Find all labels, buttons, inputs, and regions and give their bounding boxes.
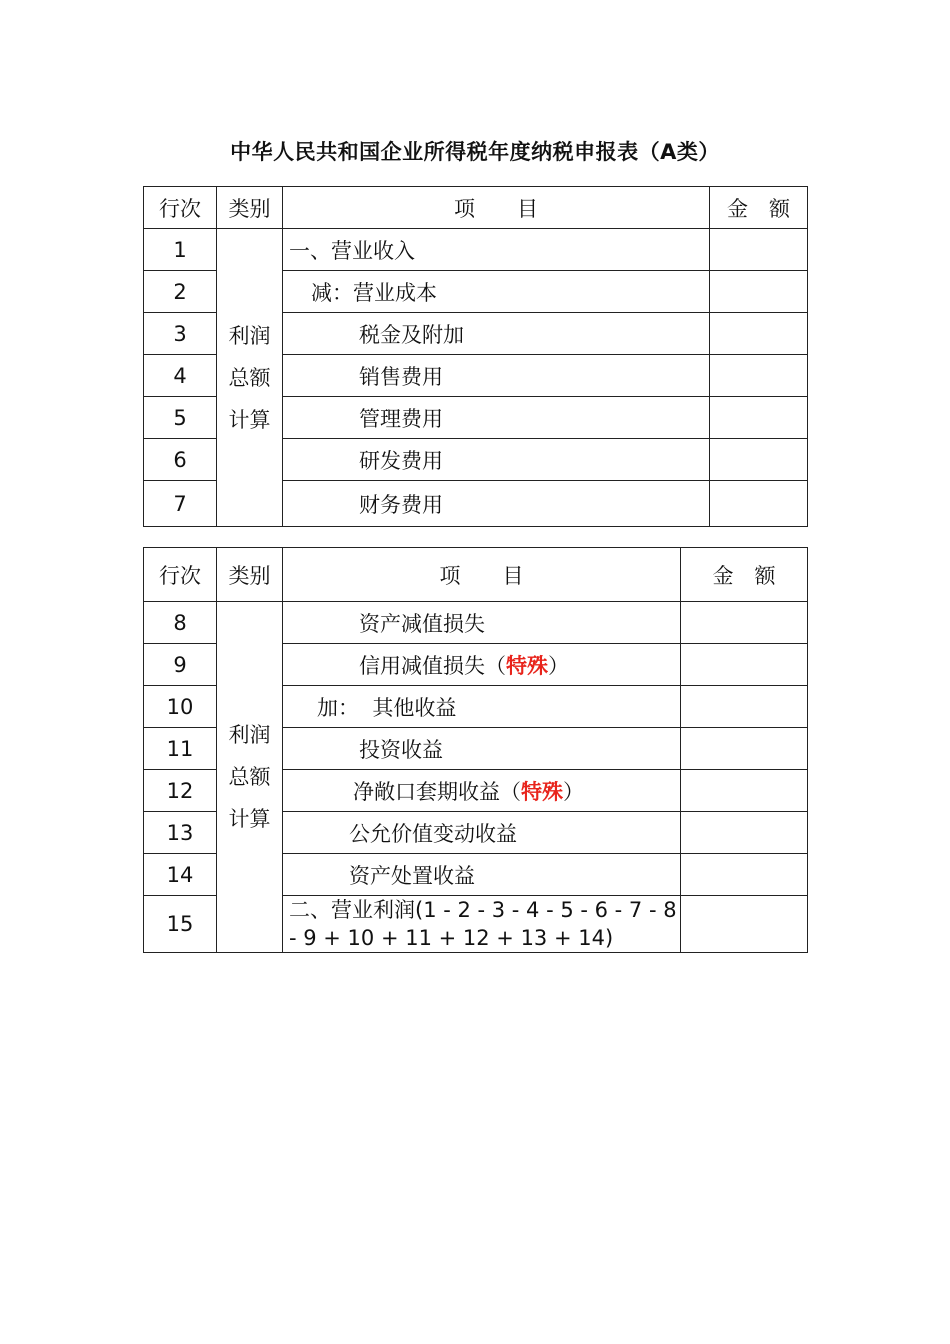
category-line: 利润: [228, 323, 271, 348]
category-cell: [217, 229, 283, 527]
category-line: 总额: [228, 365, 271, 390]
item-label: 管理费用: [283, 397, 710, 439]
amount-cell[interactable]: [710, 313, 808, 355]
amount-cell[interactable]: [681, 686, 808, 728]
amount-cell[interactable]: [681, 896, 808, 953]
header-row-no: 行次: [144, 548, 217, 602]
category-line: 计算: [228, 807, 271, 831]
header-amount: 金 额: [681, 548, 808, 602]
row-number: 8: [144, 602, 217, 644]
item-text-close: ）: [548, 653, 569, 678]
row-number: 3: [144, 313, 217, 355]
header-category: 类别: [217, 548, 283, 602]
amount-cell[interactable]: [710, 271, 808, 313]
row-number: 14: [144, 854, 217, 896]
amount-cell[interactable]: [710, 481, 808, 527]
amount-cell[interactable]: [710, 355, 808, 397]
item-text: 信用减值损失（: [359, 653, 506, 678]
row-number: 11: [144, 728, 217, 770]
row-number: 5: [144, 397, 217, 439]
special-tag: 特殊: [521, 779, 563, 804]
header-item: 项 目: [283, 548, 681, 602]
table-header-row: [144, 187, 808, 229]
row-number: 13: [144, 812, 217, 854]
row-number: 2: [144, 271, 217, 313]
row-number: 6: [144, 439, 217, 481]
header-category: 类别: [217, 187, 283, 229]
income-table-part2: [143, 547, 808, 953]
item-label: 资产处置收益: [283, 854, 681, 896]
amount-cell[interactable]: [681, 728, 808, 770]
item-text: 净敞口套期收益（: [353, 779, 521, 804]
item-label: 销售费用: [283, 355, 710, 397]
item-label: 投资收益: [283, 728, 681, 770]
row-number: 10: [144, 686, 217, 728]
amount-cell[interactable]: [681, 854, 808, 896]
item-label: 资产减值损失: [283, 602, 681, 644]
item-label: 减：营业成本: [283, 271, 710, 313]
category-line: 利润: [228, 723, 271, 747]
item-label-formula: 二、营业利润(1 - 2 - 3 - 4 - 5 - 6 - 7 - 8 - 9 + 10 + 11 + 12 + 13 + 14): [283, 896, 681, 953]
item-label: 加： 其他收益: [283, 686, 681, 728]
category-cell: [217, 602, 283, 953]
amount-cell[interactable]: [710, 439, 808, 481]
row-number: 7: [144, 481, 217, 527]
item-label: 公允价值变动收益: [283, 812, 681, 854]
special-tag: 特殊: [506, 653, 548, 678]
amount-cell[interactable]: [681, 770, 808, 812]
item-label: 税金及附加: [283, 313, 710, 355]
item-label: [283, 644, 681, 686]
row-number: 9: [144, 644, 217, 686]
amount-cell[interactable]: [681, 812, 808, 854]
header-item: 项 目: [283, 187, 710, 229]
income-table-part1: [143, 186, 808, 527]
row-number: 12: [144, 770, 217, 812]
row-number: 15: [144, 896, 217, 953]
header-amount: 金 额: [710, 187, 808, 229]
category-line: 总额: [228, 765, 271, 789]
item-label: 财务费用: [283, 481, 710, 527]
amount-cell[interactable]: [710, 229, 808, 271]
amount-cell[interactable]: [710, 397, 808, 439]
form-title: 中华人民共和国企业所得税年度纳税申报表（A类）: [230, 140, 720, 164]
item-label: 一、营业收入: [283, 229, 710, 271]
row-number: 4: [144, 355, 217, 397]
table-row: [144, 602, 808, 644]
table-row: [144, 229, 808, 271]
item-label: [283, 770, 681, 812]
item-label: 研发费用: [283, 439, 710, 481]
table-header-row: [144, 548, 808, 602]
amount-cell[interactable]: [681, 644, 808, 686]
category-line: 计算: [228, 407, 271, 432]
header-row-no: 行次: [144, 187, 217, 229]
amount-cell[interactable]: [681, 602, 808, 644]
item-text-close: ）: [563, 779, 584, 804]
row-number: 1: [144, 229, 217, 271]
